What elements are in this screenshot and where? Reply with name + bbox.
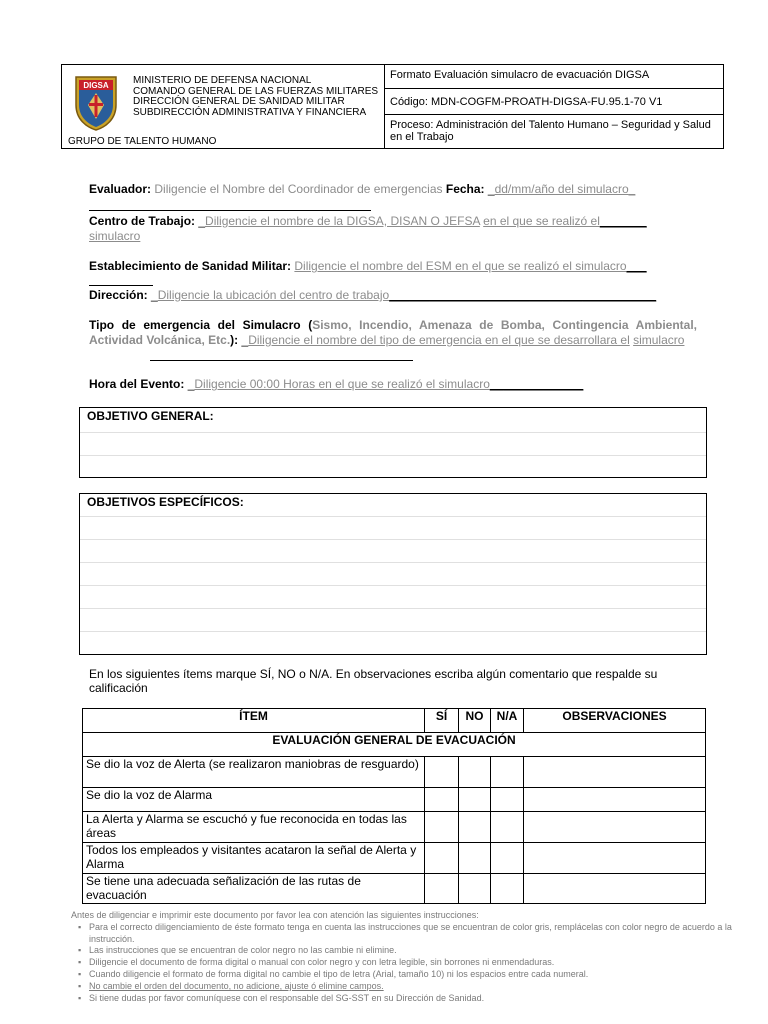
footer-item: ▪ Para el correcto diligenciamiento de éste formato tenga en cuenta las instrucciones que se encuentran de color gris, remplácelas con color negro de acuerdo a la instrucción.: [89, 922, 751, 946]
table-row: [83, 874, 706, 904]
document-header: [61, 64, 724, 149]
header-na: N/A: [491, 709, 524, 733]
centro-field[interactable]: Centro de Trabajo: _Diligencie el nombre de la DIGSA, DISAN O JEFSA en el que se realizó el_______ simulacro: [89, 214, 647, 243]
tipo-underline: [150, 360, 413, 361]
si-cell[interactable]: [425, 843, 459, 874]
na-cell[interactable]: [491, 874, 524, 904]
establecimiento-underline: [89, 285, 153, 286]
item-text: Se dio la voz de Alerta (se realizaron maniobras de resguardo): [83, 757, 425, 788]
writing-line: [80, 432, 706, 433]
item-text: Todos los empleados y visitantes acataron la señal de Alerta y Alarma: [83, 843, 425, 874]
hora-field[interactable]: Hora del Evento: _Diligencie 00:00 Horas en el que se realizó el simulacro______________: [89, 377, 584, 391]
si-cell[interactable]: [425, 788, 459, 812]
org-line: SUBDIRECCIÓN ADMINISTRATIVA Y FINANCIERA: [133, 106, 367, 118]
tipo-hint-end[interactable]: simulacro: [633, 333, 685, 347]
evaluador-underline: [89, 210, 371, 211]
centro-hint[interactable]: Diligencie el nombre de la DIGSA, DISAN O JEFSA: [205, 214, 480, 228]
footer-instructions: [71, 910, 751, 1004]
writing-line: [80, 562, 706, 563]
digsa-shield-logo: [73, 75, 119, 131]
org-line: DIRECCIÓN GENERAL DE SANIDAD MILITAR: [133, 96, 345, 108]
footer-item: ▪ Cuando diligencie el formato de forma digital no cambie el tipo de letra (Arial, tamaño 10) ni los espacios entre cada numeral.: [89, 969, 751, 981]
hora-label: Hora del Evento:: [89, 377, 185, 391]
establecimiento-field[interactable]: Establecimiento de Sanidad Militar: Diligencie el nombre del ESM en el que se realizó el simulacro___: [89, 259, 647, 273]
table-header-row: [83, 709, 706, 733]
centro-hint-cont[interactable]: en el que se realizó el: [483, 214, 600, 228]
observaciones-cell[interactable]: [524, 757, 706, 788]
codigo-cell: Código: MDN-COGFM-PROATH-DIGSA-FU.95.1-70 V1: [384, 89, 723, 115]
header-si: SÍ: [425, 709, 459, 733]
no-cell[interactable]: [459, 788, 491, 812]
centro-hint-end[interactable]: simulacro: [89, 229, 141, 243]
evaluador-hint[interactable]: Diligencie el Nombre del Coordinador de emergencias: [154, 182, 443, 196]
table-row: [83, 843, 706, 874]
footer-list: [71, 922, 751, 1005]
objetivos-especificos-title: OBJETIVOS ESPECÍFICOS:: [87, 495, 244, 509]
header-observaciones: OBSERVACIONES: [524, 709, 706, 733]
objetivo-general-box[interactable]: [79, 407, 707, 478]
table-row: [83, 757, 706, 788]
tipo-close: ):: [230, 333, 239, 347]
item-text: Se tiene una adecuada señalización de las rutas de evacuación: [83, 874, 425, 904]
direccion-field[interactable]: Dirección: _Diligencie la ubicación del centro de trabajo________________________________________: [89, 288, 657, 302]
footer-item: ▪ Diligencie el documento de forma digital o manual con color negro y con letra legible, sin borrones ni enmendaduras.: [89, 957, 751, 969]
observaciones-cell[interactable]: [524, 874, 706, 904]
objetivos-especificos-box[interactable]: [79, 493, 707, 655]
objetivo-general-title: OBJETIVO GENERAL:: [87, 409, 214, 423]
evaluation-table: [82, 708, 706, 904]
footer-item: ▪ No cambie el orden del documento, no adicione, ajuste ó elimine campos.: [89, 981, 751, 993]
evaluador-label: Evaluador:: [89, 182, 152, 196]
fecha-hint[interactable]: dd/mm/año del simulacro: [494, 182, 629, 196]
organization-names: [133, 76, 383, 118]
establecimiento-hint[interactable]: Diligencie el nombre del ESM en el que se realizó el simulacro: [294, 259, 627, 273]
na-cell[interactable]: [491, 812, 524, 843]
item-text: Se dio la voz de Alarma: [83, 788, 425, 812]
logo-text: DIGSA: [83, 81, 109, 90]
section-title: EVALUACIÓN GENERAL DE EVACUACIÓN: [83, 733, 706, 757]
centro-label: Centro de Trabajo:: [89, 214, 196, 228]
writing-line: [80, 455, 706, 456]
formato-cell: Formato Evaluación simulacro de evacuación DIGSA: [384, 65, 723, 89]
group-name: GRUPO DE TALENTO HUMANO: [68, 136, 217, 147]
si-cell[interactable]: [425, 757, 459, 788]
writing-line: [80, 539, 706, 540]
section-row: [83, 733, 706, 757]
evaluation-instructions: En los siguientes ítems marque SÍ, NO o N/A. En observaciones escriba algún comentario que respalde su calificación: [89, 667, 658, 695]
header-org-cell: [62, 65, 385, 148]
no-cell[interactable]: [459, 757, 491, 788]
tipo-label: Tipo de emergencia del Simulacro (: [89, 318, 313, 332]
writing-line: [80, 631, 706, 632]
footer-intro: Antes de diligenciar e imprimir este documento por favor lea con atención las siguientes instrucciones:: [71, 910, 479, 920]
footer-item: ▪ Si tiene dudas por favor comuníquese con el responsable del SG-SST en su Dirección de Sanidad.: [89, 993, 751, 1005]
observaciones-cell[interactable]: [524, 812, 706, 843]
si-cell[interactable]: [425, 812, 459, 843]
direccion-label: Dirección:: [89, 288, 148, 302]
observaciones-cell[interactable]: [524, 843, 706, 874]
direccion-hint[interactable]: Diligencie la ubicación del centro de trabajo: [157, 288, 390, 302]
no-cell[interactable]: [459, 812, 491, 843]
hora-hint[interactable]: Diligencie 00:00 Horas en el que se realizó el simulacro: [194, 377, 490, 391]
org-line: COMANDO GENERAL DE LAS FUERZAS MILITARES: [133, 85, 379, 97]
no-cell[interactable]: [459, 843, 491, 874]
table-row: [83, 812, 706, 843]
item-text: La Alerta y Alarma se escuchó y fue reconocida en todas las áreas: [83, 812, 425, 843]
fecha-label: Fecha:: [445, 182, 485, 196]
proceso-cell: Proceso: Administración del Talento Humano – Seguridad y Salud en el Trabajo: [390, 119, 711, 143]
tipo-emergencia-field[interactable]: Tipo de emergencia del Simulacro (Sismo, Incendio, Amenaza de Bomba, Contingencia Ambiental, Actividad Volcánica, Etc.): _Diligencie el nombre del tipo de emergencia en el que se desarrollara el simulacro: [89, 318, 697, 347]
header-item: ÍTEM: [83, 709, 425, 733]
si-cell[interactable]: [425, 874, 459, 904]
establecimiento-label: Establecimiento de Sanidad Militar:: [89, 259, 292, 273]
tipo-options: Sismo, Incendio, Amenaza de Bomba, Contingencia Ambiental, Actividad Volcánica, Etc.: [89, 318, 697, 347]
org-line: MINISTERIO DE DEFENSA NACIONAL: [133, 75, 312, 86]
na-cell[interactable]: [491, 788, 524, 812]
footer-item: ▪ Las instrucciones que se encuentran de color negro no las cambie ni elimine.: [89, 945, 751, 957]
na-cell[interactable]: [491, 757, 524, 788]
writing-line: [80, 608, 706, 609]
writing-line: [80, 585, 706, 586]
evaluador-field[interactable]: Evaluador: Diligencie el Nombre del Coordinador de emergencias Fecha: _dd/mm/año del simulacro_: [89, 182, 636, 196]
header-no: NO: [459, 709, 491, 733]
observaciones-cell[interactable]: [524, 788, 706, 812]
header-info-cells: [384, 65, 723, 148]
writing-line: [80, 516, 706, 517]
table-row: [83, 788, 706, 812]
no-cell[interactable]: [459, 874, 491, 904]
tipo-hint[interactable]: Diligencie el nombre del tipo de emergencia en el que se desarrollara el: [248, 333, 630, 347]
na-cell[interactable]: [491, 843, 524, 874]
